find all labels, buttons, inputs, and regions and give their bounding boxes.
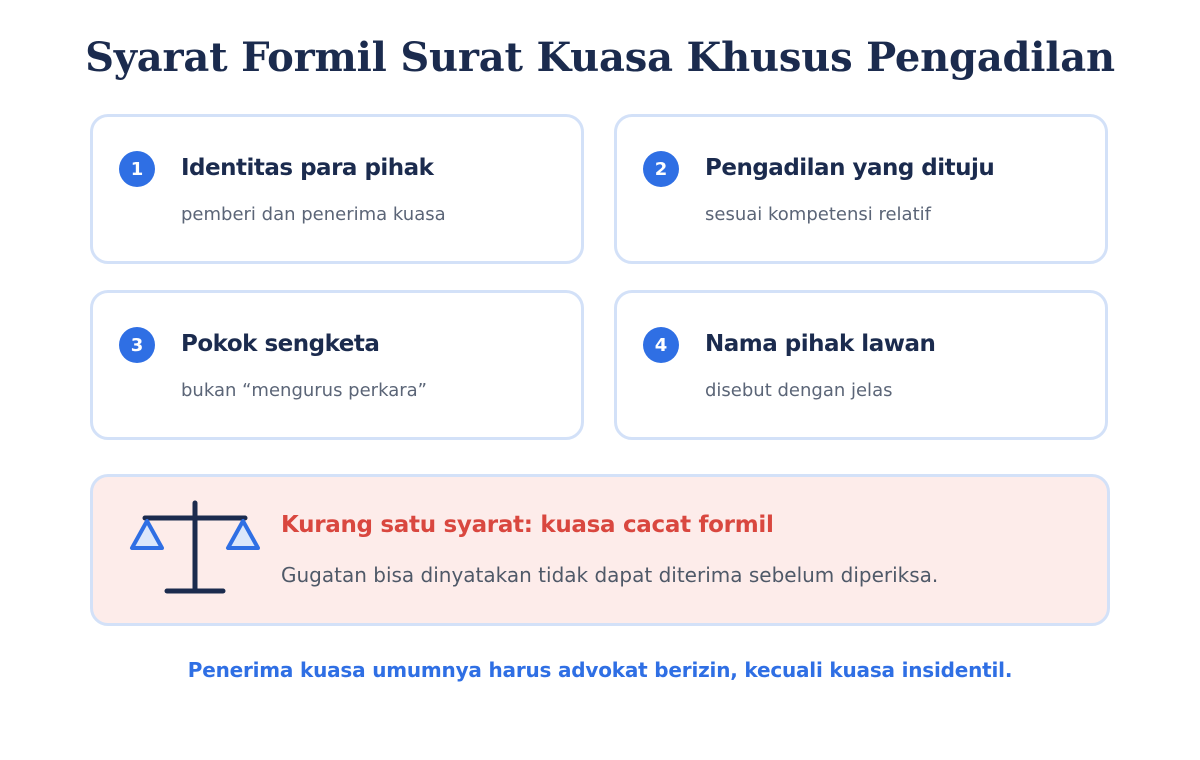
step-number-badge: 4 bbox=[643, 327, 679, 363]
requirement-title: Identitas para pihak bbox=[181, 155, 434, 181]
step-number-badge: 2 bbox=[643, 151, 679, 187]
requirement-title: Pengadilan yang dituju bbox=[705, 155, 995, 181]
requirement-subtitle: disebut dengan jelas bbox=[705, 380, 893, 401]
scale-icon bbox=[125, 497, 265, 597]
step-number-badge: 3 bbox=[119, 327, 155, 363]
requirement-card-identitas bbox=[90, 114, 584, 264]
warning-text: Gugatan bisa dinyatakan tidak dapat diterima sebelum diperiksa. bbox=[281, 563, 939, 587]
page-title: Syarat Formil Surat Kuasa Khusus Pengadilan bbox=[85, 34, 1115, 81]
step-number-badge: 1 bbox=[119, 151, 155, 187]
requirement-subtitle: sesuai kompetensi relatif bbox=[705, 204, 931, 225]
requirement-card-pengadilan bbox=[614, 114, 1108, 264]
requirement-subtitle: pemberi dan penerima kuasa bbox=[181, 204, 446, 225]
warning-title: Kurang satu syarat: kuasa cacat formil bbox=[281, 512, 774, 538]
requirement-card-pihak-lawan bbox=[614, 290, 1108, 440]
footer-note: Penerima kuasa umumnya harus advokat berizin, kecuali kuasa insidentil. bbox=[187, 658, 1013, 682]
requirement-subtitle: bukan “mengurus perkara” bbox=[181, 380, 427, 401]
requirement-card-pokok-sengketa bbox=[90, 290, 584, 440]
warning-callout bbox=[90, 474, 1110, 626]
requirement-title: Pokok sengketa bbox=[181, 331, 380, 357]
requirement-title: Nama pihak lawan bbox=[705, 331, 936, 357]
